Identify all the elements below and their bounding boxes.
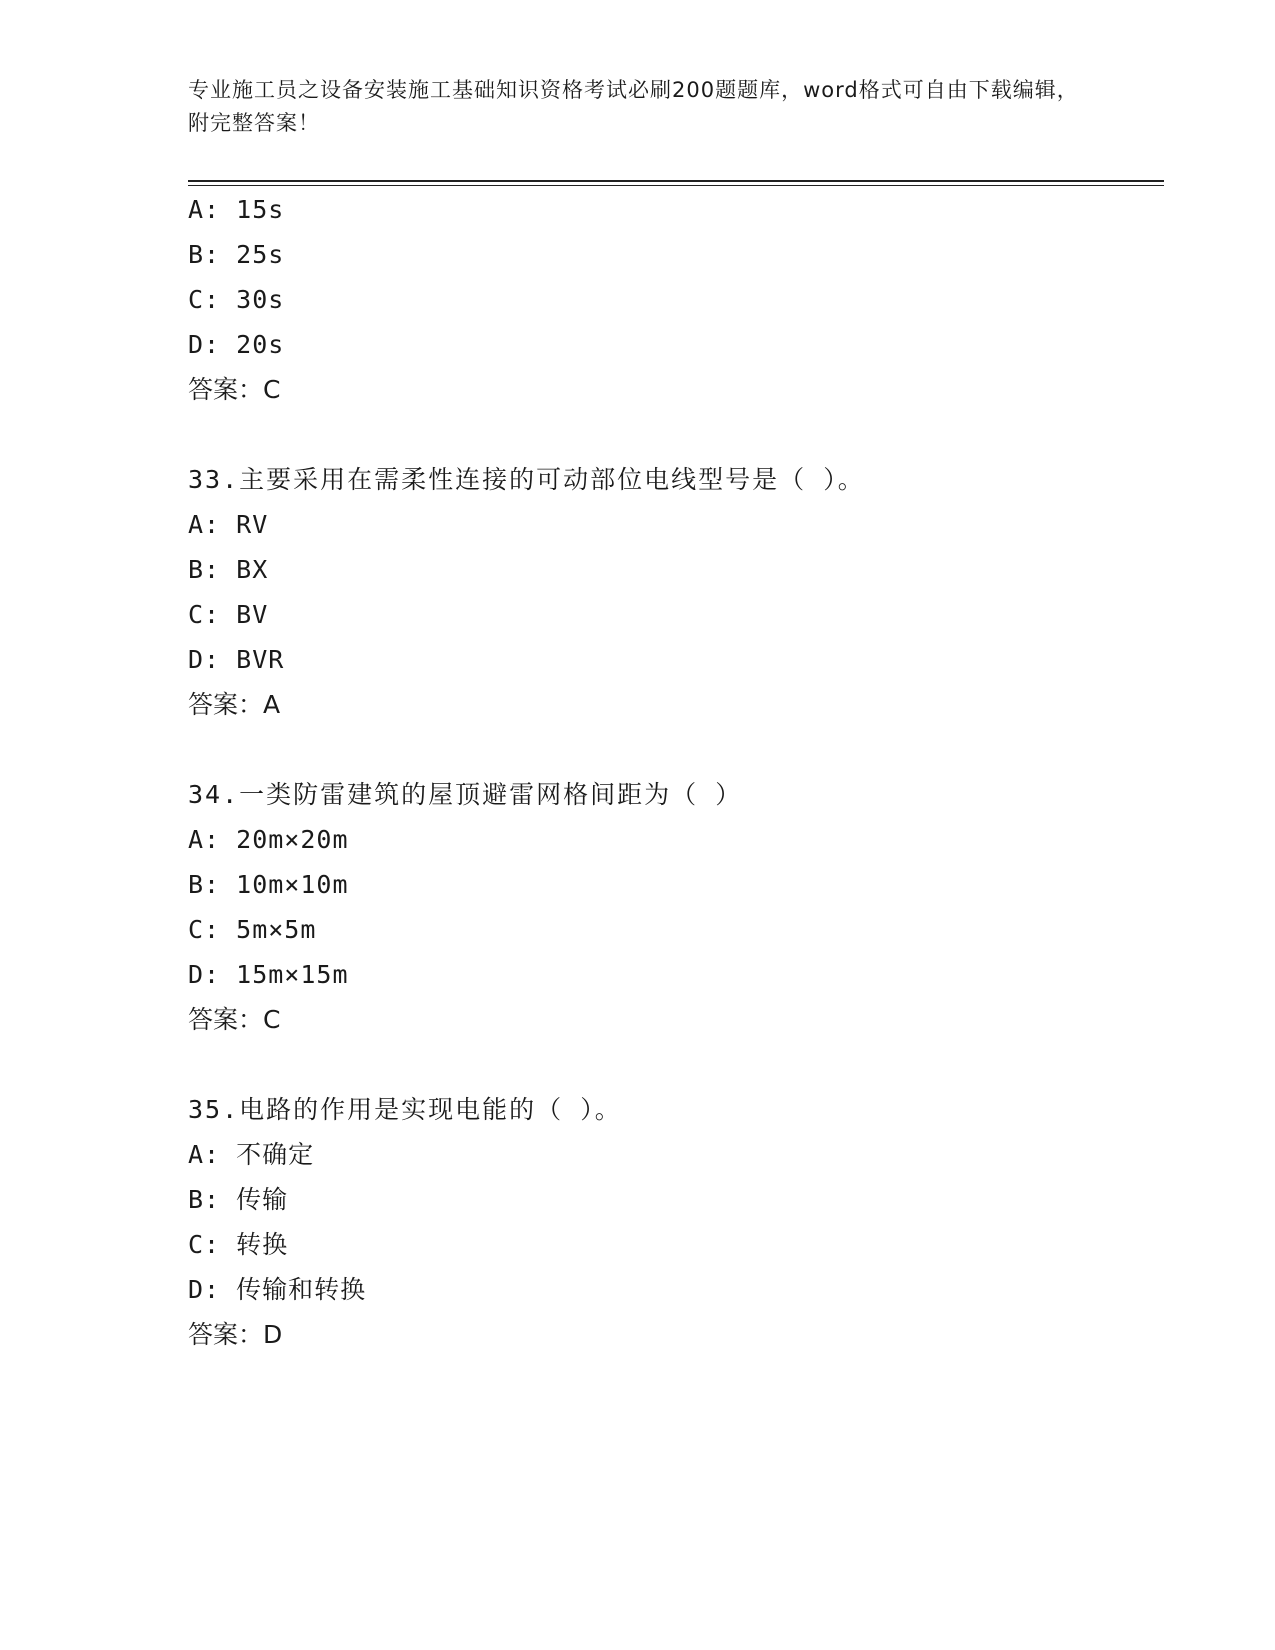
- option-d: D: 15m×15m: [188, 960, 349, 989]
- header-divider-thin: [188, 185, 1164, 186]
- question-text: 33.主要采用在需柔性连接的可动部位电线型号是（ ）。: [188, 465, 865, 494]
- document-title: 专业施工员之设备安装施工基础知识资格考试必刷200题题库，word格式可自由下载编辑，附完整答案！: [188, 78, 1079, 135]
- option-a: A: 15s: [188, 195, 285, 224]
- answer-line: 答案：C: [188, 1005, 281, 1034]
- header-divider: [188, 180, 1164, 182]
- answer-line: 答案：C: [188, 375, 281, 404]
- answer-line: 答案：A: [188, 690, 281, 719]
- option-b: B: 传输: [188, 1185, 289, 1214]
- option-c: C: BV: [188, 600, 269, 629]
- option-b: B: 10m×10m: [188, 870, 349, 899]
- option-b: B: 25s: [188, 240, 285, 269]
- question-text: 34.一类防雷建筑的屋顶避雷网格间距为（ ）: [188, 780, 743, 809]
- question-text: 35.电路的作用是实现电能的（ ）。: [188, 1095, 622, 1124]
- option-a: A: RV: [188, 510, 269, 539]
- option-b: B: BX: [188, 555, 269, 584]
- option-c: C: 转换: [188, 1230, 289, 1259]
- option-a: A: 不确定: [188, 1140, 315, 1169]
- option-c: C: 30s: [188, 285, 285, 314]
- answer-line: 答案：D: [188, 1320, 283, 1349]
- option-d: D: BVR: [188, 645, 285, 674]
- option-c: C: 5m×5m: [188, 915, 317, 944]
- option-d: D: 20s: [188, 330, 285, 359]
- option-d: D: 传输和转换: [188, 1275, 367, 1304]
- option-a: A: 20m×20m: [188, 825, 349, 854]
